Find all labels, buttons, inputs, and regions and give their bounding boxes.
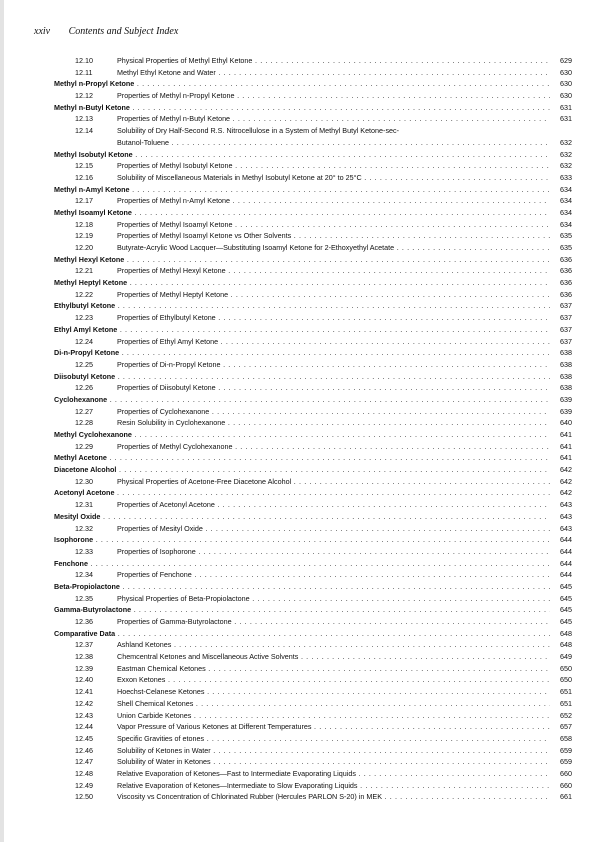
entry-title: Viscosity vs Concentration of Chlorinated Rubber (Hercules PARLON S-20) in MEK . . . (117, 791, 550, 803)
entry-page-number: 638 (560, 383, 572, 393)
entry-title: Union Carbide Ketones . . . (117, 710, 550, 722)
entry-number: 12.22 (75, 289, 93, 299)
toc-subsection-entry[interactable] (54, 569, 572, 581)
toc-subsection-entry[interactable] (54, 686, 572, 698)
entry-title: Solubility of Miscellaneous Materials in Methyl Isobutyl Ketone at 20° to 25°C . . . (117, 172, 550, 184)
entry-title: Solubility of Water in Ketones . . . (117, 756, 550, 768)
entry-number: 12.46 (75, 745, 93, 755)
entry-title: Properties of Ethylbutyl Ketone . . . (117, 312, 550, 324)
entry-title: Methyl Ethyl Ketone and Water . . . (117, 67, 550, 79)
toc-subsection-entry[interactable] (54, 242, 572, 254)
toc-section-entry[interactable] (54, 534, 572, 546)
toc-subsection-entry[interactable] (54, 698, 572, 710)
entry-page-number: 638 (560, 371, 572, 381)
entry-number: 12.29 (75, 441, 93, 451)
entry-page-number: 637 (560, 324, 572, 334)
toc-section-entry[interactable] (54, 464, 572, 476)
entry-page-number: 660 (560, 780, 572, 790)
entry-title: Properties of Di-n-Propyl Ketone . . . (117, 359, 550, 371)
toc-section-entry[interactable] (54, 254, 572, 266)
entry-title: Physical Properties of Acetone-Free Diacetone Alcohol . . . (117, 476, 550, 488)
toc-subsection-entry[interactable] (54, 733, 572, 745)
toc-subsection-entry[interactable] (54, 745, 572, 757)
toc-section-entry[interactable] (54, 558, 572, 570)
toc-subsection-entry[interactable] (54, 160, 572, 172)
entry-page-number: 641 (560, 441, 572, 451)
toc-subsection-entry[interactable] (54, 768, 572, 780)
entry-number: 12.28 (75, 418, 93, 428)
entry-title: Mesityl Oxide . . . (54, 511, 550, 523)
entry-number: 12.30 (75, 476, 93, 486)
entry-page-number: 651 (560, 687, 572, 697)
entry-number: 12.13 (75, 114, 93, 124)
entry-number: 12.20 (75, 243, 93, 253)
entry-title: Vapor Pressure of Various Ketones at Different Temperatures . . . (117, 721, 550, 733)
entry-title: Diacetone Alcohol . . . (54, 464, 550, 476)
toc-section-entry[interactable] (54, 324, 572, 336)
entry-page-number: 649 (560, 652, 572, 662)
entry-title: Comparative Data . . . (54, 628, 550, 640)
entry-page-number: 638 (560, 359, 572, 369)
entry-title: Fenchone . . . (54, 558, 550, 570)
entry-number: 12.49 (75, 780, 93, 790)
entry-page-number: 648 (560, 640, 572, 650)
entry-title: Properties of Acetonyl Acetone . . . (117, 499, 550, 511)
entry-number: 12.17 (75, 196, 93, 206)
toc-subsection-entry[interactable] (54, 663, 572, 675)
entry-title: Relative Evaporation of Ketones—Fast to Intermediate Evaporating Liquids . . . (117, 768, 550, 780)
entry-page-number: 634 (560, 207, 572, 217)
entry-page-number: 644 (560, 570, 572, 580)
toc-subsection-entry[interactable] (54, 230, 572, 242)
entry-number: 12.23 (75, 313, 93, 323)
toc-subsection-entry[interactable] (54, 265, 572, 277)
entry-title: Ashland Ketones . . . (117, 639, 550, 651)
entry-page-number: 636 (560, 266, 572, 276)
entry-title: Methyl Cyclohexanone . . . (54, 429, 550, 441)
entry-page-number: 650 (560, 663, 572, 673)
toc-subsection-entry[interactable] (54, 382, 572, 394)
entry-number: 12.38 (75, 652, 93, 662)
toc-subsection-entry[interactable] (54, 172, 572, 184)
entry-page-number: 637 (560, 313, 572, 323)
entry-number: 12.35 (75, 593, 93, 603)
entry-title: Ethyl Amyl Ketone . . . (54, 324, 550, 336)
entry-page-number: 641 (560, 430, 572, 440)
toc-subsection-entry[interactable] (54, 674, 572, 686)
entry-number: 12.21 (75, 266, 93, 276)
entry-page-number: 658 (560, 733, 572, 743)
entry-title: Properties of Methyl n-Butyl Ketone . . . (117, 113, 550, 125)
entry-title: Di-n-Propyl Ketone . . . (54, 347, 550, 359)
entry-title: Physical Properties of Methyl Ethyl Ketone . . . (117, 55, 550, 67)
entry-title: Properties of Methyl Heptyl Ketone . . . (117, 289, 550, 301)
entry-title: Properties of Methyl Isoamyl Ketone . . . (117, 219, 550, 231)
entry-page-number: 637 (560, 301, 572, 311)
entry-number: 12.27 (75, 406, 93, 416)
toc-section-entry[interactable] (54, 628, 572, 640)
entry-title: Methyl Hexyl Ketone . . . (54, 254, 550, 266)
entry-title: Shell Chemical Ketones . . . (117, 698, 550, 710)
page-edge (0, 0, 4, 842)
entry-page-number: 652 (560, 710, 572, 720)
entry-number: 12.31 (75, 500, 93, 510)
entry-title-line1: Solubility of Dry Half-Second R.S. Nitrocellulose in a System of Methyl Butyl Ketone-sec- (117, 126, 400, 136)
entry-title: Properties of Methyl Isobutyl Ketone . . . (117, 160, 550, 172)
header-title: Contents and Subject Index (68, 26, 179, 37)
entry-title: Properties of Methyl n-Amyl Ketone . . . (117, 195, 550, 207)
entry-number: 12.36 (75, 617, 93, 627)
entry-title: Gamma-Butyrolactone . . . (54, 604, 550, 616)
entry-title: Resin Solubility in Cyclohexanone . . . (117, 417, 550, 429)
toc-subsection-entry[interactable] (54, 499, 572, 511)
entry-page-number: 634 (560, 184, 572, 194)
toc-subsection-entry[interactable] (54, 791, 572, 803)
entry-title: Solubility of Ketones in Water . . . (117, 745, 550, 757)
entry-title: Properties of Methyl n-Propyl Ketone . . . (117, 90, 550, 102)
entry-number: 12.11 (75, 67, 93, 77)
entry-number: 12.12 (75, 91, 93, 101)
toc-subsection-entry[interactable] (54, 113, 572, 125)
entry-page-number: 641 (560, 453, 572, 463)
entry-page-number: 631 (560, 114, 572, 124)
toc-section-entry[interactable] (54, 487, 572, 499)
toc-subsection-entry[interactable] (54, 710, 572, 722)
entry-page-number: 630 (560, 91, 572, 101)
entry-title: Properties of Cyclohexanone . . . (117, 406, 550, 418)
toc-subsection-entry[interactable] (54, 721, 572, 733)
toc-subsection-entry[interactable] (54, 780, 572, 792)
entry-title: Beta-Propiolactone . . . (54, 581, 550, 593)
entry-number: 12.47 (75, 757, 93, 767)
entry-title: Physical Properties of Beta-Propiolactone . . . (117, 593, 550, 605)
toc-subsection-entry[interactable] (54, 616, 572, 628)
entry-page-number: 629 (560, 56, 572, 65)
entry-page-number: 659 (560, 745, 572, 755)
toc-subsection-entry[interactable] (54, 67, 572, 79)
toc-section-entry[interactable] (54, 207, 572, 219)
toc-subsection-entry[interactable] (54, 441, 572, 453)
entry-page-number: 645 (560, 581, 572, 591)
entry-page-number: 643 (560, 523, 572, 533)
toc-section-entry[interactable] (54, 452, 572, 464)
entry-number: 12.48 (75, 768, 93, 778)
toc-subsection-entry[interactable] (54, 523, 572, 535)
entry-title: Butanol-Toluene . . . (117, 137, 550, 149)
table-of-contents (54, 55, 572, 803)
entry-page-number: 634 (560, 219, 572, 229)
entry-page-number: 650 (560, 675, 572, 685)
entry-number: 12.34 (75, 570, 93, 580)
entry-page-number: 661 (560, 792, 572, 802)
entry-page-number: 642 (560, 476, 572, 486)
entry-title: Ethylbutyl Ketone . . . (54, 300, 550, 312)
entry-page-number: 636 (560, 289, 572, 299)
entry-title: Specific Gravities of etones . . . (117, 733, 550, 745)
entry-number: 12.32 (75, 523, 93, 533)
running-header (34, 26, 178, 40)
entry-number: 12.39 (75, 663, 93, 673)
toc-subsection-entry[interactable] (54, 219, 572, 231)
entry-page-number: 632 (560, 149, 572, 159)
entry-page-number: 630 (560, 67, 572, 77)
entry-title: Diisobutyl Ketone . . . (54, 371, 550, 383)
entry-title: Properties of Gamma-Butyrolactone . . . (117, 616, 550, 628)
entry-title: Properties of Ethyl Amyl Ketone . . . (117, 336, 550, 348)
entry-number: 12.45 (75, 733, 93, 743)
toc-subsection-entry[interactable] (54, 195, 572, 207)
toc-section-entry[interactable] (54, 184, 572, 196)
entry-page-number: 640 (560, 418, 572, 428)
entry-title: Isophorone . . . (54, 534, 550, 546)
entry-page-number: 642 (560, 488, 572, 498)
entry-page-number: 632 (560, 161, 572, 171)
toc-section-entry[interactable] (54, 394, 572, 406)
entry-title: Acetonyl Acetone . . . (54, 487, 550, 499)
entry-number: 12.40 (75, 675, 93, 685)
entry-title: Methyl Acetone . . . (54, 452, 550, 464)
entry-number: 12.14 (75, 126, 93, 136)
entry-page-number: 637 (560, 336, 572, 346)
toc-section-entry[interactable] (54, 149, 572, 161)
entry-page-number: 630 (560, 79, 572, 89)
toc-section-entry[interactable] (54, 429, 572, 441)
entry-title: Hoechst-Celanese Ketones . . . (117, 686, 550, 698)
entry-page-number: 633 (560, 172, 572, 182)
toc-section-entry[interactable] (54, 102, 572, 114)
toc-section-entry[interactable] (54, 371, 572, 383)
entry-page-number: 639 (560, 406, 572, 416)
entry-page-number: 643 (560, 511, 572, 521)
entry-page-number: 635 (560, 243, 572, 253)
toc-section-entry[interactable] (54, 277, 572, 289)
toc-subsection-entry[interactable] (54, 55, 572, 67)
entry-title: Butyrate-Acrylic Wood Lacquer—Substituting Isoamyl Ketone for 2-Ethoxyethyl Acetate . . . (117, 242, 550, 254)
entry-title: Eastman Chemical Ketones . . . (117, 663, 550, 675)
toc-subsection-entry[interactable] (54, 639, 572, 651)
entry-page-number: 648 (560, 628, 572, 638)
entry-number: 12.16 (75, 172, 93, 182)
entry-page-number: 644 (560, 558, 572, 568)
entry-page-number: 660 (560, 768, 572, 778)
entry-page-number: 642 (560, 465, 572, 475)
toc-section-entry[interactable] (54, 347, 572, 359)
entry-title: Properties of Fenchone . . . (117, 569, 550, 581)
entry-number: 12.44 (75, 722, 93, 732)
entry-title: Properties of Mesityl Oxide . . . (117, 523, 550, 535)
toc-section-entry[interactable] (54, 300, 572, 312)
entry-page-number: 659 (560, 757, 572, 767)
toc-subsection-entry[interactable] (54, 756, 572, 768)
toc-subsection-entry[interactable] (54, 289, 572, 301)
entry-title: Properties of Diisobutyl Ketone . . . (117, 382, 550, 394)
entry-page-number: 644 (560, 535, 572, 545)
entry-page-number: 657 (560, 722, 572, 732)
toc-section-entry[interactable] (54, 511, 572, 523)
toc-subsection-entry[interactable] (54, 417, 572, 429)
entry-title: Methyl Isoamyl Ketone . . . (54, 207, 550, 219)
entry-title: Properties of Methyl Cyclohexanone . . . (117, 441, 550, 453)
entry-page-number: 636 (560, 254, 572, 264)
entry-title: Properties of Methyl Hexyl Ketone . . . (117, 265, 550, 277)
entry-number: 12.42 (75, 698, 93, 708)
entry-page-number: 645 (560, 617, 572, 627)
entry-number: 12.33 (75, 546, 93, 556)
entry-page-number: 645 (560, 593, 572, 603)
entry-title: Methyl n-Propyl Ketone . . . (54, 78, 550, 90)
toc-subsection-entry[interactable] (54, 476, 572, 488)
entry-page-number: 638 (560, 348, 572, 358)
toc-subsection-entry[interactable] (54, 359, 572, 371)
entry-number: 12.19 (75, 231, 93, 241)
entry-number: 12.18 (75, 219, 93, 229)
header-page-number: xxiv (34, 26, 51, 37)
toc-section-entry[interactable] (54, 581, 572, 593)
entry-title: Chemcentral Ketones and Miscellaneous Active Solvents . . . (117, 651, 550, 663)
entry-page-number: 643 (560, 500, 572, 510)
entry-page-number: 639 (560, 394, 572, 404)
entry-page-number: 635 (560, 231, 572, 241)
toc-subsection-entry[interactable] (54, 406, 572, 418)
entry-number: 12.24 (75, 336, 93, 346)
toc-subsection-entry[interactable] (54, 336, 572, 348)
toc-section-entry[interactable] (54, 78, 572, 90)
entry-title: Methyl Heptyl Ketone . . . (54, 277, 550, 289)
entry-title: Exxon Ketones . . . (117, 674, 550, 686)
toc-subsection-entry[interactable] (54, 651, 572, 663)
toc-section-entry[interactable] (54, 604, 572, 616)
entry-title: Methyl Isobutyl Ketone . . . (54, 149, 550, 161)
entry-title: Methyl n-Butyl Ketone . . . (54, 102, 550, 114)
entry-title: Cyclohexanone . . . (54, 394, 550, 406)
entry-page-number: 631 (560, 102, 572, 112)
entry-title: Relative Evaporation of Ketones—Intermediate to Slow Evaporating Liquids . . . (117, 780, 550, 792)
entry-number: 12.41 (75, 687, 93, 697)
entry-number: 12.37 (75, 640, 93, 650)
toc-subsection-entry[interactable] (54, 125, 572, 148)
entry-number: 12.50 (75, 792, 93, 802)
entry-number: 12.25 (75, 359, 93, 369)
entry-page-number: 632 (560, 137, 572, 147)
entry-title: Properties of Isophorone . . . (117, 546, 550, 558)
toc-subsection-entry[interactable] (54, 312, 572, 324)
entry-page-number: 634 (560, 196, 572, 206)
entry-page-number: 645 (560, 605, 572, 615)
entry-page-number: 636 (560, 278, 572, 288)
entry-title: Properties of Methyl Isoamyl Ketone vs Other Solvents . . . (117, 230, 550, 242)
toc-subsection-entry[interactable] (54, 593, 572, 605)
entry-page-number: 644 (560, 546, 572, 556)
entry-page-number: 651 (560, 698, 572, 708)
toc-subsection-entry[interactable] (54, 546, 572, 558)
entry-title: Methyl n-Amyl Ketone . . . (54, 184, 550, 196)
entry-number: 12.15 (75, 161, 93, 171)
toc-subsection-entry[interactable] (54, 90, 572, 102)
entry-number: 12.43 (75, 710, 93, 720)
entry-number: 12.26 (75, 383, 93, 393)
entry-number: 12.10 (75, 56, 93, 65)
